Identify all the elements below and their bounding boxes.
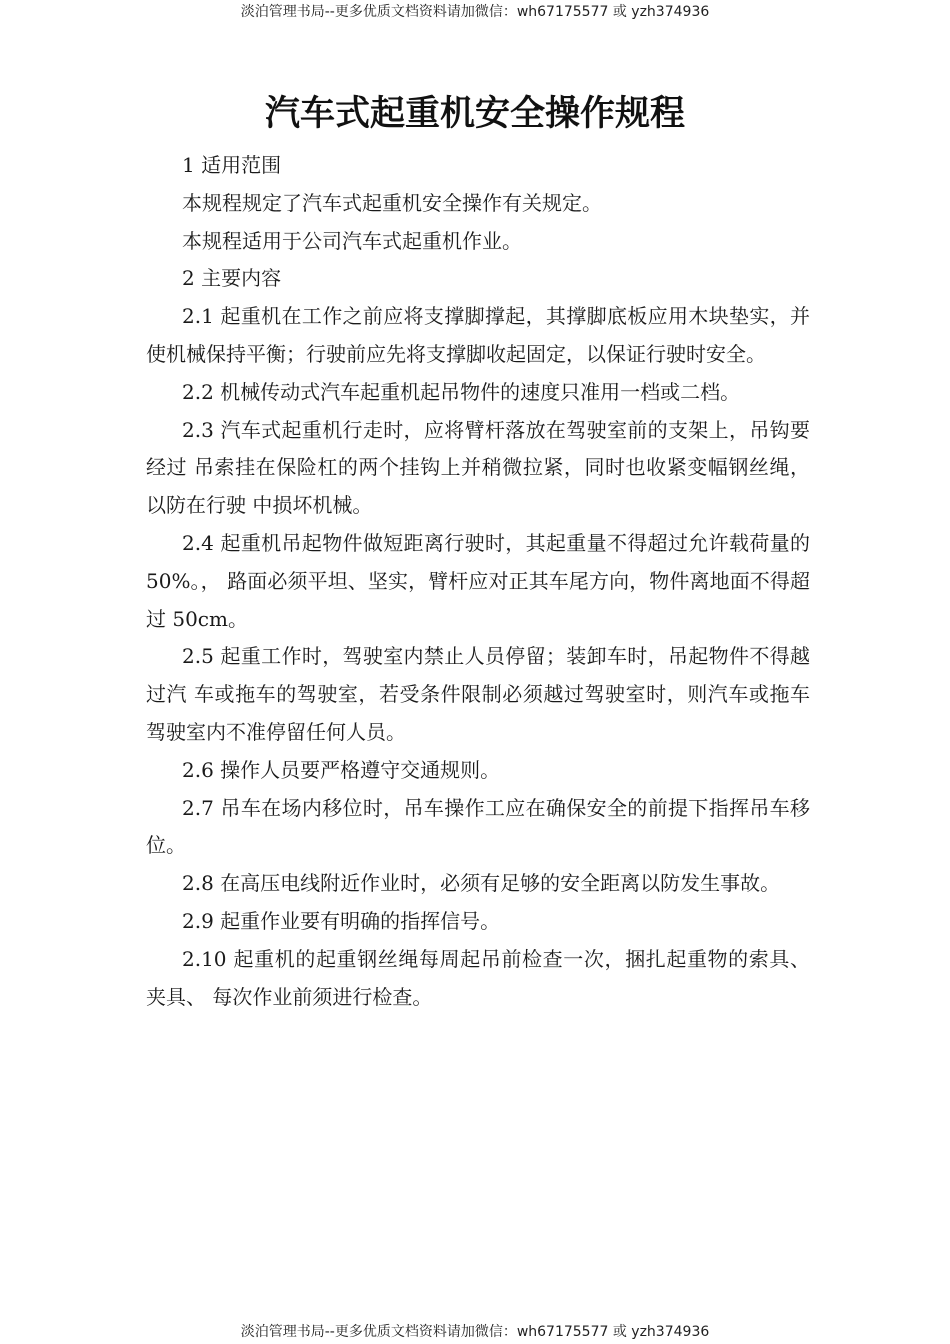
clause-2-5: 2.5 起重工作时，驾驶室内禁止人员停留；装卸车时，吊起物件不得越过汽 车或拖车的驾驶室，若受条件限制必须越过驾驶室时，则汽车或拖车驾驶室内不准停留任何人员。 — [146, 644, 810, 744]
paragraph-scope-applicability: 本规程适用于公司汽车式起重机作业。 — [182, 228, 522, 253]
clause-2-1: 2.1 起重机在工作之前应将支撑脚撑起，其撑脚底板应用木块垫实，并使机械保持平衡；行驶前应先将支撑脚收起固定，以保证行驶时安全。 — [146, 304, 810, 366]
document-body — [146, 147, 810, 1016]
clause-2-3: 2.3 汽车式起重机行走时，应将臂杆落放在驾驶室前的支架上，吊钩要经过 吊索挂在保险杠的两个挂钩上并稍微拉紧，同时也收紧变幅钢丝绳，以防在行驶 中损坏机械。 — [146, 417, 810, 518]
clause-2-9: 2.9 起重作业要有明确的指挥信号。 — [182, 908, 501, 933]
section-heading-scope: 1 适用范围 — [182, 153, 282, 177]
clause-2-2: 2.2 机械传动式汽车起重机起吊物件的速度只准用一档或二档。 — [182, 379, 741, 404]
header-watermark-note: 淡泊管理书局--更多优质文档资料请加微信：wh67175577 或 yzh374936 — [240, 4, 710, 20]
paragraph-scope-definition: 本规程规定了汽车式起重机安全操作有关规定。 — [182, 190, 602, 215]
clause-2-8: 2.8 在高压电线附近作业时，必须有足够的安全距离以防发生事故。 — [182, 871, 781, 896]
clause-2-4: 2.4 起重机吊起物件做短距离行驶时，其起重量不得超过允许载荷量的 50%。， 路面必须平坦、坚实，臂杆应对正其车尾方向，物件离地面不得超过 50cm。 — [146, 530, 810, 631]
clause-2-6: 2.6 操作人员要严格遵守交通规则。 — [182, 757, 501, 782]
section-heading-main-content: 2 主要内容 — [182, 266, 282, 291]
clause-2-10: 2.10 起重机的起重钢丝绳每周起吊前检查一次，捆扎起重物的索具、夹具、 每次作业前须进行检查。 — [146, 946, 810, 1009]
document-title: 汽车式起重机安全操作规程 — [264, 94, 685, 134]
clause-2-7: 2.7 吊车在场内移位时，吊车操作工应在确保安全的前提下指挥吊车移位。 — [146, 795, 810, 858]
footer-watermark-note: 淡泊管理书局--更多优质文档资料请加微信：wh67175577 或 yzh374936 — [240, 1324, 710, 1340]
